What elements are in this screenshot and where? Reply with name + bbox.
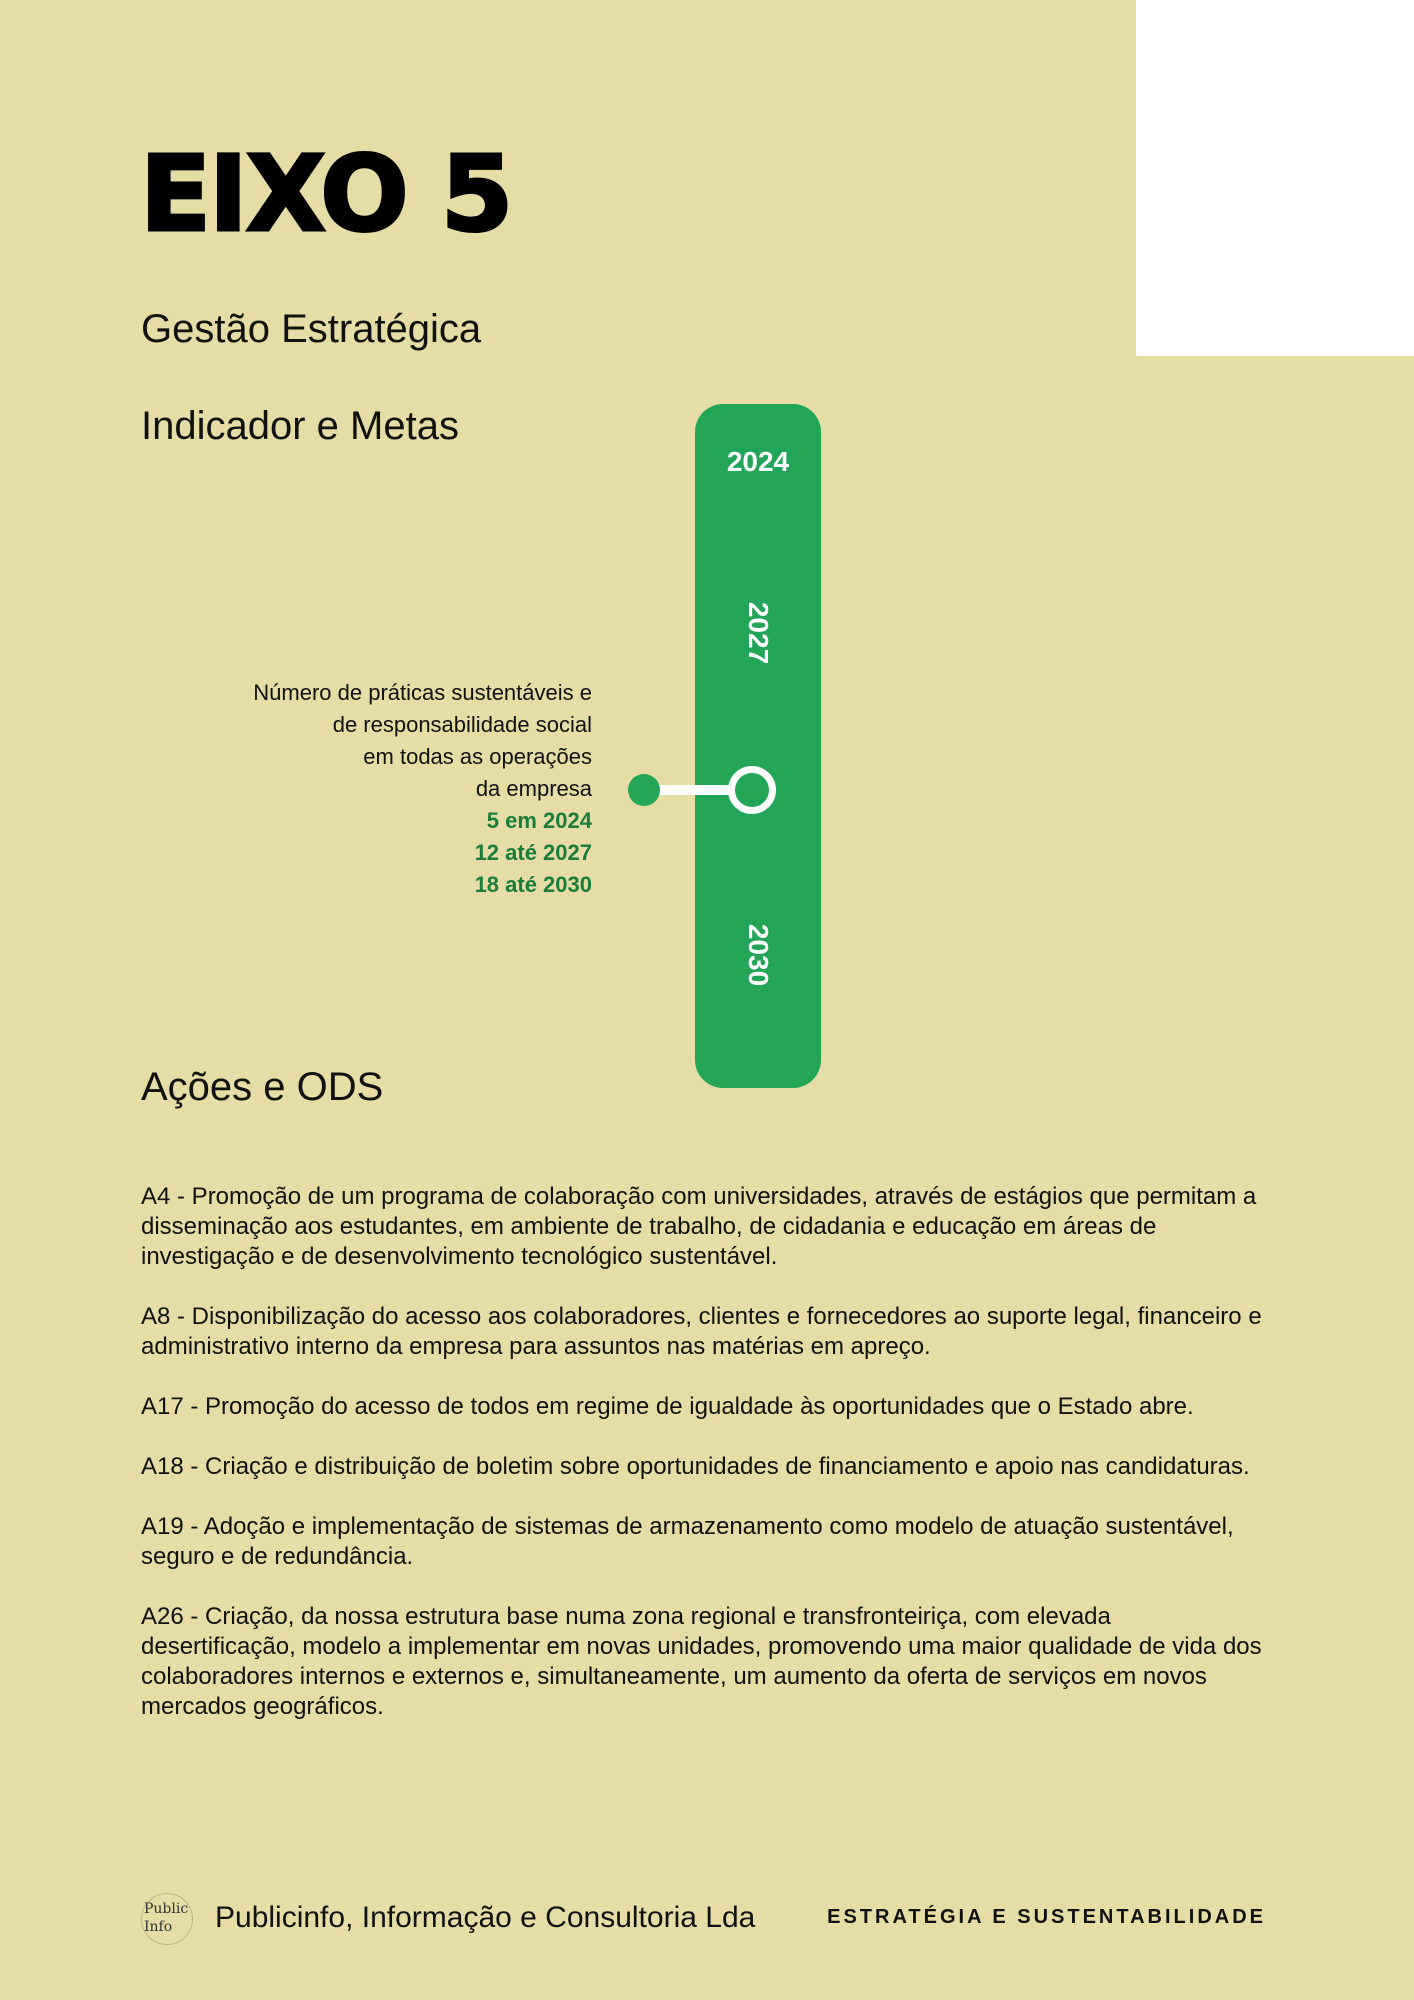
indicator-target-2027: 12 até 2027 — [474, 840, 592, 865]
indicator-description-line: de responsabilidade social — [332, 712, 592, 737]
actions-list — [141, 1182, 1271, 1752]
timeline-year-2024: 2024 — [726, 446, 790, 477]
logo-text-line: Info — [144, 1919, 173, 1935]
indicator-target-2030: 18 até 2030 — [474, 872, 592, 897]
action-item-a26: A26 - Criação, da nossa estrutura base numa zona regional e transfronteiriça, com elevada desertificação, modelo a implementar em novas unidades, promovendo uma maior qualidade de vida dos colaboradores internos e externos e, simultaneamente, um aumento da oferta de serviços em novos mercados geográficos. — [141, 1603, 1262, 1720]
page-subtitle: Gestão Estratégica — [141, 307, 482, 351]
indicator-connector-dot — [628, 774, 660, 806]
indicator-block — [172, 677, 592, 901]
action-item-a17: A17 - Promoção do acesso de todos em regime de igualdade às oportunidades que o Estado abre. — [141, 1393, 1194, 1420]
timeline-year-2027: 2027 — [743, 601, 774, 665]
page-title: EIXO 5 — [140, 133, 512, 255]
indicator-connector-ring — [728, 766, 776, 814]
action-item-a4: A4 - Promoção de um programa de colaboração com universidades, através de estágios que permitam a disseminação aos estudantes, em ambiente de trabalho, de cidadania e educação em áreas de investigação e de desenvolvimento tecnológico sustentável. — [141, 1183, 1257, 1270]
timeline-year-2030: 2030 — [743, 923, 774, 987]
indicators-heading: Indicador e Metas — [141, 404, 459, 448]
timeline-bar — [695, 404, 821, 1088]
logo-text-line: Public — [144, 1901, 189, 1917]
indicator-description-line: da empresa — [475, 776, 592, 801]
indicator-connector-line — [652, 785, 740, 795]
corner-white-block — [1136, 0, 1414, 356]
action-item-a18: A18 - Criação e distribuição de boletim sobre oportunidades de financiamento e apoio nas candidaturas. — [141, 1453, 1250, 1480]
indicator-description-line: Número de práticas sustentáveis e — [253, 680, 592, 705]
footer-company-name: Publicinfo, Informação e Consultoria Lda — [215, 1901, 756, 1934]
footer-tagline: ESTRATÉGIA E SUSTENTABILIDADE — [827, 1906, 1266, 1928]
action-item-a19: A19 - Adoção e implementação de sistemas de armazenamento como modelo de atuação sustentável, seguro e de redundância. — [141, 1513, 1234, 1570]
indicator-description-line: em todas as operações — [363, 744, 592, 769]
actions-heading: Ações e ODS — [141, 1065, 384, 1109]
indicator-target-2024: 5 em 2024 — [486, 808, 592, 833]
action-item-a8: A8 - Disponibilização do acesso aos colaboradores, clientes e fornecedores ao suporte legal, financeiro e administrativo interno da empresa para assuntos nas matérias em apreço. — [141, 1303, 1262, 1360]
company-logo — [141, 1893, 193, 1945]
